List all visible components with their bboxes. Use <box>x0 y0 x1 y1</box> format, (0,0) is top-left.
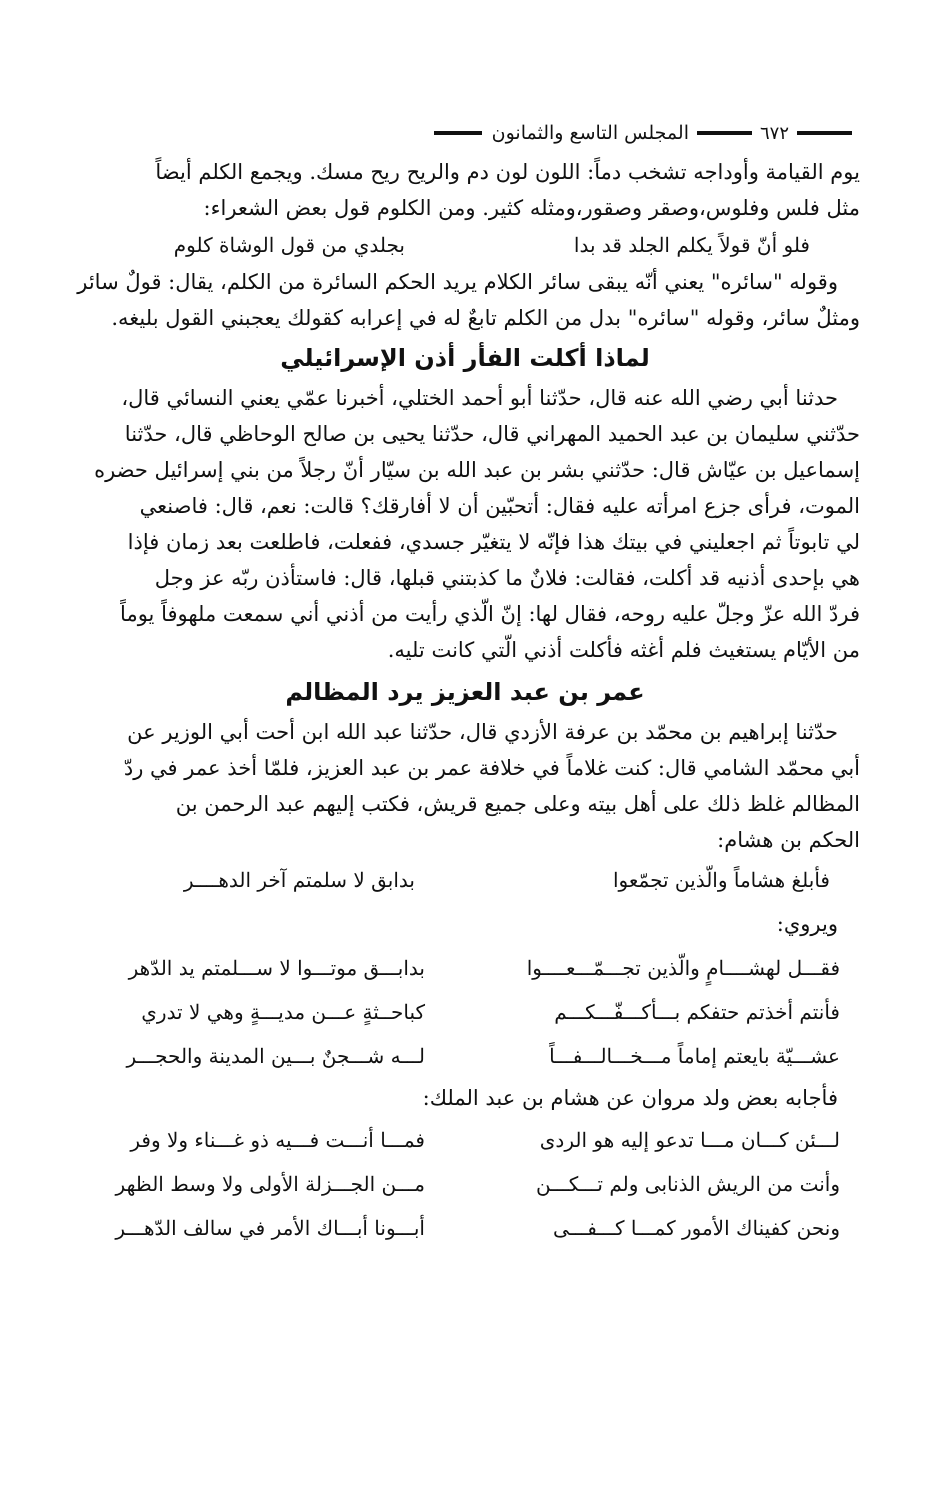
verse-second-hemistich: لـــه شـــجنٌ بـــين المدينة والحجـــر <box>126 1044 425 1068</box>
verse-line <box>70 946 860 990</box>
verse-second-hemistich: كباحــثةٍ عـــن مديـــةٍ وهي لا تدري <box>141 1000 425 1024</box>
verse-line <box>70 1034 860 1078</box>
story-line: إسماعيل بن عيّاش قال: حدّثني بشر بن عبد الله بن سيّار أنّ رجلاً من بني إسرائيل حضره <box>94 458 860 482</box>
story-line: حدّثني سليمان بن عبد الحميد المهراني قال، حدّثنا يحيى بن صالح الوحاظي قال، حدّثنا <box>124 422 860 446</box>
story-line: الحكم بن هشام: <box>717 828 860 852</box>
reply-intro: فأجابه بعض ولد مروان عن هشام بن عبد الملك: <box>422 1086 838 1110</box>
story-line: هي بإحدى أذنيه قد أكلت، فقالت: فلانٌ ما كذبتني قبلها، قال: فاستأذن ربّه عز وجل <box>154 566 860 590</box>
header-rule-middle <box>697 131 752 135</box>
verse-first-hemistich: فلو أنّ قولاً يكلم الجلد قد بدا <box>573 233 810 257</box>
verse-first-hemistich: وأنت من الريش الذنابى ولم تـــكـــن <box>536 1172 840 1196</box>
explanation-line: وقوله "سائره" يعني أنّه يبقى سائر الكلام يريد الحكم السائرة من الكلم، يقال: قولٌ سائر <box>77 270 838 294</box>
chapter-title: المجلس التاسع والثمانون <box>491 122 689 144</box>
page-header <box>70 118 860 148</box>
explanation-line: ومثلٌ سائر، وقوله "سائره" بدل من الكلم تابعٌ له في إعرابه كقولك يعجبني القول بليغه. <box>111 306 860 330</box>
page-number: ٦٧٢ <box>759 122 789 144</box>
verse-first-hemistich: فقـــل لهشــــامٍ والّذين تجـــمّـــعــــوا <box>526 956 840 980</box>
header-rule-right <box>797 131 852 135</box>
verse-line <box>70 1162 860 1206</box>
section-heading: لماذا أكلت الفأر أذن الإسرائيلي <box>280 344 650 372</box>
story-line: حدثنا أبي رضي الله عنه قال، حدّثنا أبو أحمد الختلي، أخبرنا عمّي يعني النسائي قال، <box>121 386 838 410</box>
verse-line <box>70 226 860 264</box>
story-line: حدّثنا إبراهيم بن محمّد بن عرفة الأزدي قال، حدّثنا عبد الله ابن أحت أبي الوزير عن <box>127 720 838 744</box>
verse-first-hemistich: لـــئن كـــان مـــا تدعو إليه هو الردى <box>539 1128 840 1152</box>
story-line: لي تابوتاً ثم اجعليني في بيتك هذا فإنّه لا يتغيّر جسدي، ففعلت، فاطلعت بعد زمان فإذا <box>127 530 860 554</box>
section-heading: عمر بن عبد العزيز يرد المظالم <box>285 678 645 706</box>
story-line: أبي محمّد الشامي قال: كنت غلاماً في خلافة عمر بن عبد العزيز، فلمّا أخذ عمر في ردّ <box>123 756 860 780</box>
verse-second-hemistich: فمـــا أنـــت فـــيه ذو غـــناء ولا وفر <box>130 1128 425 1152</box>
verse-second-hemistich: بدابق لا سلمتم آخر الدهــــر <box>183 868 415 892</box>
story-line: المظالم غلظ ذلك على أهل بيته وعلى جميع قريش، فكتب إليهم عبد الرحمن بن <box>175 792 860 816</box>
verse-line <box>70 1206 860 1250</box>
verse-line <box>70 990 860 1034</box>
verse-first-hemistich: عشـــيّة بايعتم إماماً مـــخـــالـــفـــاً <box>549 1044 840 1068</box>
story-line: فردّ الله عزّ وجلّ عليه روحه، فقال لها: إنّ الّذي رأيت من أذني أني سمعت ملهوفاً يوماً <box>120 602 860 626</box>
variant-label: ويروي: <box>776 912 838 936</box>
book-page <box>70 118 860 1250</box>
verse-second-hemistich: بجلدي من قول الوشاة كلوم <box>173 233 405 257</box>
verse-line <box>70 858 860 902</box>
intro-line: يوم القيامة وأوداجه تشخب دماً: اللون لون دم والريح ريح مسك. ويجمع الكلم أيضاً <box>155 160 860 184</box>
intro-line: مثل فلس وفلوس،وصقر وصقور،ومثله كثير. ومن الكلوم قول بعض الشعراء: <box>203 196 860 220</box>
header-rule-left <box>434 131 482 135</box>
verse-first-hemistich: فأبلغ هشاماً والّذين تجمّعوا <box>612 868 830 892</box>
verse-second-hemistich: أبـــونا أبـــاك الأمر في سالف الدّهـــر <box>115 1216 425 1240</box>
story-line: الموت، فرأى جزع امرأته عليه فقال: أتحبّين أن لا أفارقك؟ قالت: نعم، قال: فاصنعي <box>139 494 860 518</box>
verse-second-hemistich: مـــن الجـــزلة الأولى ولا وسط الظهر <box>115 1172 425 1196</box>
verse-first-hemistich: فأنتم أخذتم حتفكم بـــأكـــفّـــكـــم <box>554 1000 840 1024</box>
verse-first-hemistich: ونحن كفيناك الأمور كمـــا كـــفـــى <box>553 1216 840 1240</box>
verse-second-hemistich: بدابـــق موتـــوا لا ســـلمتم يد الدّهر <box>128 956 425 980</box>
verse-line <box>70 1118 860 1162</box>
story-line: من الأيّام يستغيث فلم أغثه فأكلت أذني الّتي كانت تليه. <box>387 638 860 662</box>
